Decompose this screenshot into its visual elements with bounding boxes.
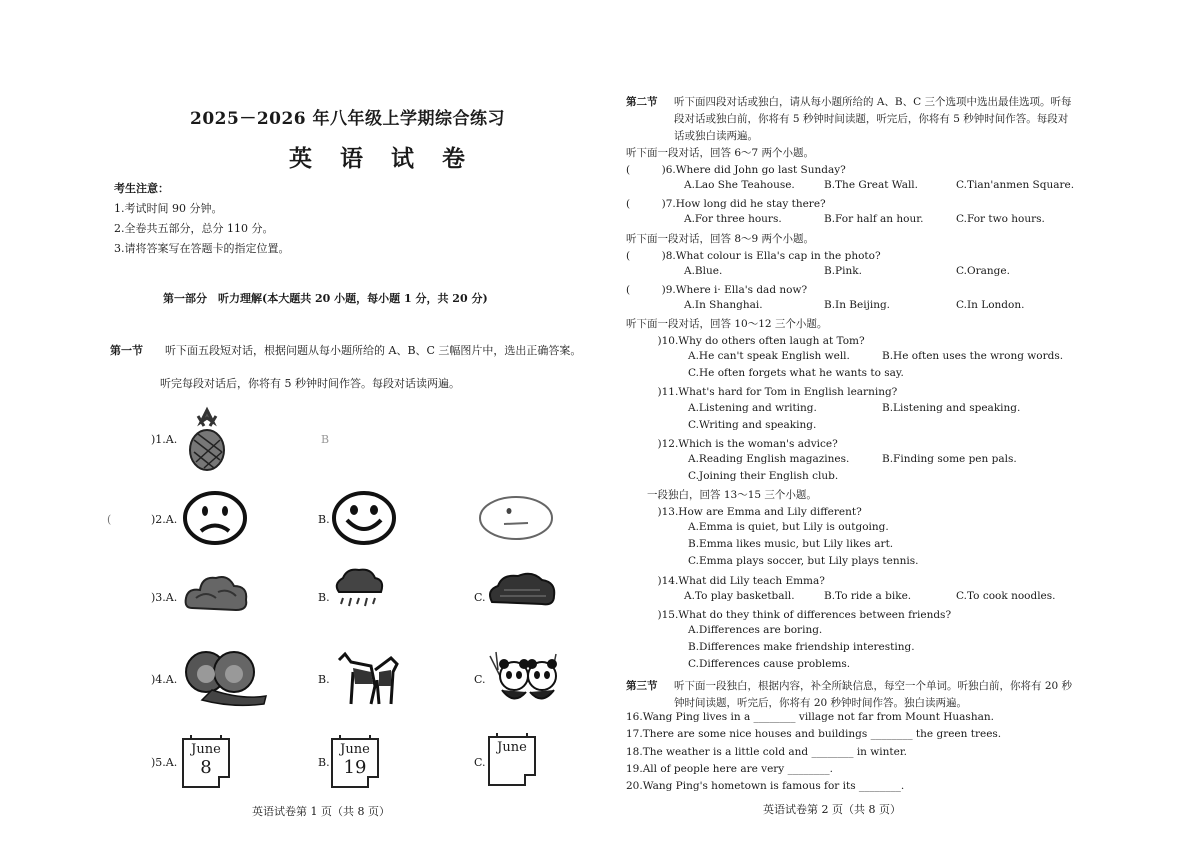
option-a: A.Lao She Teahouse.: [684, 179, 795, 192]
question-line: )14.What did Lily teach Emma?: [626, 574, 825, 587]
option-a: A.Emma is quiet, but Lily is outgoing.: [688, 521, 889, 534]
calendar-b-icon: [331, 738, 379, 788]
q2-bracket: (: [107, 513, 112, 526]
question-line: 一段独白，回答 13～15 三个小题。: [626, 489, 817, 501]
option-a: A.He can't speak English well.: [688, 350, 850, 363]
section3-line-1: 听下面一段独白，根据内容，补全所缺信息，每空一个单词。听独白前，你将有 20 秒: [674, 680, 1073, 692]
q2-label: )2.A.: [151, 513, 178, 526]
left-footer: 英语试卷第 1 页（共 8 页）: [252, 805, 390, 818]
option-b: B.He often uses the wrong words.: [882, 350, 1064, 363]
section2-label: 第二节: [626, 96, 658, 108]
pandas-icon: [486, 650, 566, 706]
option-a: A.Listening and writing.: [688, 401, 817, 414]
option-b: B.Pink.: [824, 264, 862, 277]
neutral-face-icon: [476, 494, 556, 542]
option-c: C.In London.: [956, 298, 1025, 311]
notice-heading: 考生注意：: [114, 182, 169, 195]
option-c: C.For two hours.: [956, 213, 1045, 226]
exam-title: 2025－2026 年八年级上学期综合练习: [190, 109, 506, 129]
right-footer: 英语试卷第 2 页（共 8 页）: [763, 803, 901, 816]
q3-b-label: B.: [318, 591, 330, 604]
section2-line-1: 听下面四段对话或独白，请从每小题所给的 A、B、C 三个选项中选出最佳选项。听每: [674, 96, 1072, 108]
option-a: C.Differences cause problems.: [688, 658, 851, 670]
zebras-icon: [331, 650, 407, 706]
happy-face-icon: [331, 490, 397, 546]
option-b: B.In Beijing.: [824, 298, 891, 311]
notice-3: 3.请将答案写在答题卡的指定位置。: [114, 242, 290, 255]
option-a: A.Reading English magazines.: [688, 452, 850, 465]
sad-face-icon: [182, 490, 248, 546]
question-line: ( )9.Where i· Ella's dad now?: [626, 283, 808, 296]
option-b: B.The Great Wall.: [824, 179, 919, 192]
notice-1: 1.考试时间 90 分钟。: [114, 202, 223, 215]
section1-label: 第一节: [110, 344, 143, 357]
option-b: B.Finding some pen pals.: [882, 452, 1017, 465]
lions-icon: [182, 650, 268, 710]
rain-cloud-icon: [331, 566, 387, 614]
section1-text2: 听完每段对话后，你将有 5 秒钟时间作答。每段对话读两遍。: [160, 377, 460, 390]
question-line: 听下面一段对话，回答 10～12 三个小题。: [626, 318, 828, 330]
question-line: )13.How are Emma and Lily different?: [626, 506, 862, 519]
section2-line-2: 段对话或独白前，你将有 5 秒钟时间读题，听完后，你将有 5 秒钟时间作答。每段对: [674, 113, 1069, 125]
option-a: C.He often forgets what he wants to say.: [688, 367, 904, 380]
q3-label: )3.A.: [151, 591, 178, 604]
question-line: )12.Which is the woman's advice?: [626, 437, 838, 450]
question-line: ( )7.How long did he stay there?: [626, 198, 826, 211]
question-line: ( )6.Where did John go last Sunday?: [626, 164, 846, 177]
part1-heading: 第一部分 听力理解(本大题共 20 小题，每小题 1 分，共 20 分): [163, 292, 488, 305]
question-line: 听下面一段对话，回答 8～9 两个小题。: [626, 232, 815, 245]
fill-17: 17.There are some nice houses and buildings ________ the green trees.: [626, 728, 1002, 740]
option-b: B.For half an hour.: [824, 213, 924, 226]
option-c: C.Tian'anmen Square.: [956, 179, 1075, 192]
notice-2: 2.全卷共五部分，总分 110 分。: [114, 222, 274, 235]
option-a: A.Differences are boring.: [688, 623, 823, 636]
q3-c-label: C.: [474, 591, 486, 604]
option-b: B.To ride a bike.: [824, 589, 912, 602]
question-line: 听下面一段对话，回答 6～7 两个小题。: [626, 147, 815, 159]
fill-18: 18.The weather is a little cold and ________ in winter.: [626, 746, 908, 758]
exam-subtitle: 英 语 试 卷: [289, 145, 476, 172]
q4-label: )4.A.: [151, 673, 178, 686]
q1-label: )1.A.: [151, 433, 178, 446]
option-c: C.Orange.: [956, 264, 1010, 277]
fill-19: 19.All of people here are very ________.: [626, 763, 833, 775]
question-line: ( )8.What colour is Ella's cap in the photo?: [626, 249, 881, 262]
option-a: A.For three hours.: [684, 213, 782, 226]
storm-cloud-icon: [486, 566, 558, 610]
q4-b-label: B.: [318, 673, 330, 686]
q5-label: )5.A.: [151, 756, 178, 769]
option-a: B.Differences make friendship interesting.: [688, 640, 915, 653]
option-a: A.To play basketball.: [684, 589, 795, 602]
question-line: )10.Why do others often laugh at Tom?: [626, 335, 865, 348]
q1-b-label: B: [321, 433, 330, 446]
calendar-c-month: June: [497, 740, 527, 755]
option-a: C.Writing and speaking.: [688, 418, 817, 431]
section1-text: 听下面五段短对话，根据问题从每小题所给的 A、B、C 三幅图片中，选出正确答案。: [165, 344, 582, 357]
q2-b-label: B.: [318, 513, 330, 526]
option-c: C.To cook noodles.: [956, 589, 1056, 602]
calendar-a-month: June: [191, 742, 221, 757]
section2-line-3: 话或独白读两遍。: [674, 130, 758, 142]
option-a: C.Emma plays soccer, but Lily plays tennis.: [688, 555, 919, 568]
option-a: A.In Shanghai.: [684, 298, 763, 311]
calendar-a-icon: [182, 738, 230, 788]
section3-label: 第三节: [626, 680, 658, 692]
option-a: C.Joining their English club.: [688, 469, 839, 482]
section3-line-2: 钟时间读题，听完后，你将有 20 秒钟时间作答。独白读两遍。: [674, 697, 968, 709]
calendar-c-icon: [488, 736, 536, 786]
fill-16: 16.Wang Ping lives in a ________ village not far from Mount Huashan.: [626, 711, 994, 723]
fill-20: 20.Wang Ping's hometown is famous for its ________.: [626, 780, 905, 792]
q4-c-label: C.: [474, 673, 486, 686]
option-a: B.Emma likes music, but Lily likes art.: [688, 538, 894, 551]
calendar-b-month: June: [340, 742, 370, 757]
calendar-a-day: 8: [200, 757, 212, 778]
right-page: [600, 0, 1200, 849]
question-line: )11.What's hard for Tom in English learning?: [626, 386, 898, 399]
cloud-icon: [182, 570, 252, 616]
calendar-b-day: 19: [343, 757, 367, 778]
question-line: )15.What do they think of differences between friends?: [626, 608, 952, 621]
option-a: A.Blue.: [684, 264, 723, 277]
q5-b-label: B.: [318, 756, 330, 769]
option-b: B.Listening and speaking.: [882, 401, 1021, 414]
pineapple-icon: [184, 406, 230, 472]
q5-c-label: C.: [474, 756, 486, 769]
